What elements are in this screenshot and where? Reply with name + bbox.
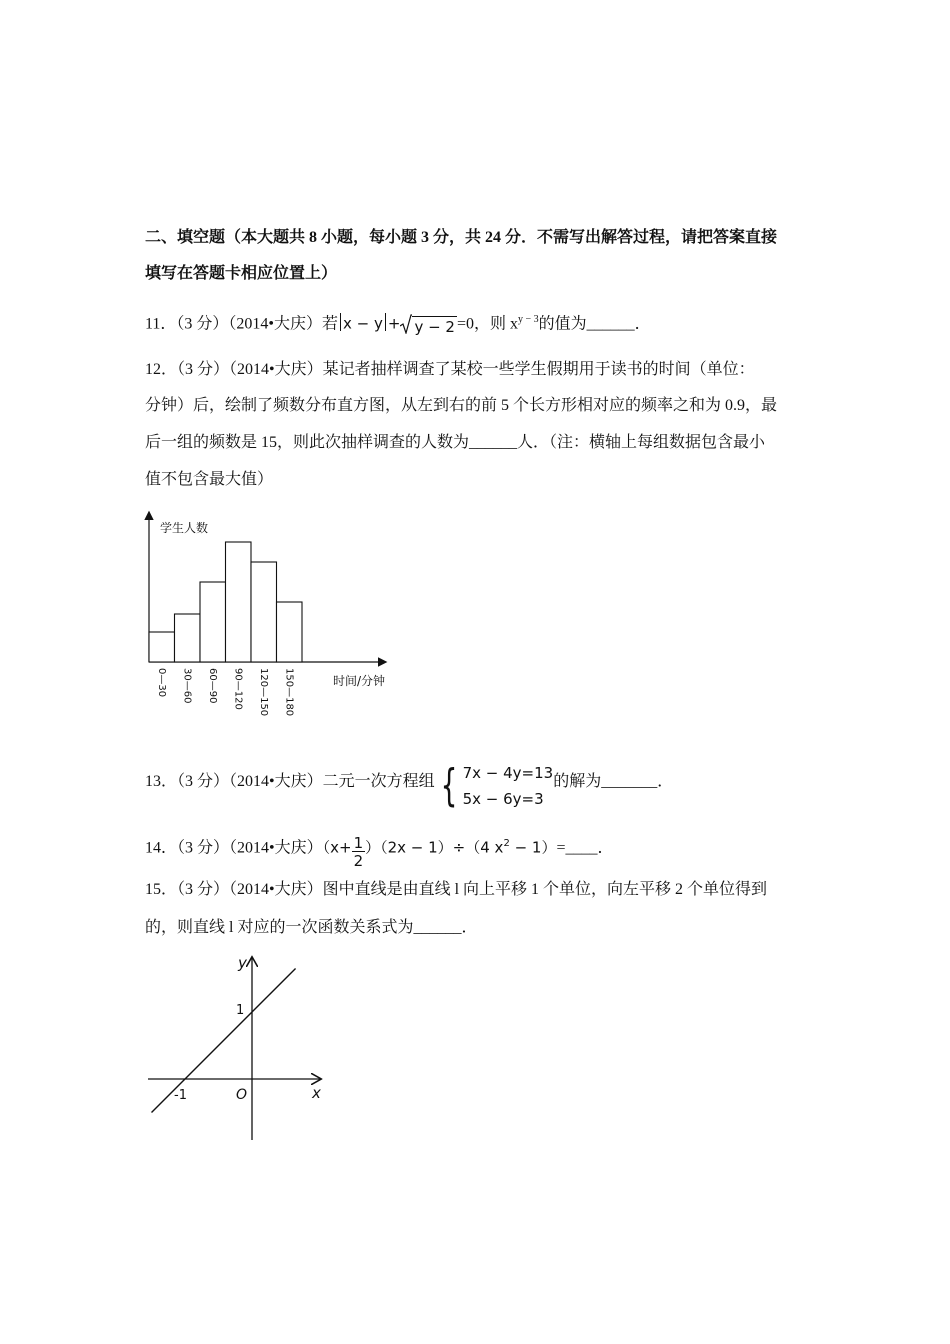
q14-tail: − 1） [509, 838, 557, 857]
abs-left-bar [340, 313, 341, 331]
histogram-bar-0 [149, 632, 175, 662]
abs-right-bar [385, 313, 386, 331]
q11-suffix: 的值为______． [538, 315, 651, 333]
left-brace: { [440, 760, 458, 811]
section-heading-line2: 填写在答题卡相应位置上） [145, 265, 338, 282]
q14-exponent: 2 [503, 838, 510, 849]
q13-eq2: 5x − 6y=3 [462, 790, 544, 808]
q12-line1: 12．（3 分）（2014•大庆）某记者抽样调查了某校一些学生假期用于读书的时间（单位： [145, 361, 755, 378]
q12-line4: 值不包含最大值） [145, 471, 274, 488]
q11-sqrt-content: y − 2 [414, 318, 455, 337]
equation-system [463, 760, 554, 812]
histogram-tick-label-5: 150—180 [283, 668, 295, 717]
q13-prefix: 13．（3 分）（2014•大庆）二元一次方程组 [145, 773, 435, 790]
graph-tick-label-1: 1 [236, 1003, 245, 1018]
sqrt-symbol [400, 314, 457, 338]
question-14 [145, 834, 614, 870]
q14-frac-num: 1 [353, 834, 364, 853]
fraction-one-half [352, 835, 366, 870]
q13-suffix: 的解为_______． [553, 773, 674, 790]
histogram-y-label: 学生人数 [160, 521, 209, 535]
histogram-tick-label-1: 30—60 [181, 668, 193, 704]
graph-y-label: y [238, 954, 247, 972]
q14-frac-den: 2 [353, 852, 364, 871]
question-13 [145, 760, 673, 812]
q14-mid: ）（2x − 1）÷（4 x [365, 838, 504, 857]
q15-line2: 的，则直线 l 对应的一次函数关系式为______． [145, 919, 478, 936]
section-heading-line1: 二、填空题（本大题共 8 小题，每小题 3 分，共 24 分．不需写出解答过程，请把答案直接 [145, 229, 778, 246]
histogram-bar-1 [175, 614, 201, 662]
histogram-tick-label-0: 0—30 [155, 668, 167, 698]
q14-suffix: =____． [556, 839, 614, 857]
q14-open: （x+ [322, 838, 352, 857]
q12-line3: 后一组的频数是 15，则此次抽样调查的人数为______人．（注：横轴上每组数据包含最小 [145, 434, 766, 451]
histogram-bar-3 [226, 542, 252, 662]
q11-plus: + [387, 314, 401, 333]
q11-prefix: 11．（3 分）（2014•大庆）若 [145, 315, 339, 333]
graph-origin-label: O [236, 1087, 248, 1103]
q11-eq: =0，则 x [456, 315, 519, 333]
question-11 [145, 310, 651, 338]
graph-x-label: x [312, 1084, 321, 1102]
histogram-tick-label-3: 90—120 [232, 668, 244, 710]
histogram-bar-4 [251, 562, 277, 662]
histogram-tick-label-2: 60—90 [206, 668, 218, 704]
q12-line2: 分钟）后，绘制了频数分布直方图，从左到右的前 5 个长方形相对应的频率之和为 0.9，最 [145, 397, 778, 414]
q11-exponent: y − 3 [518, 314, 539, 325]
q11-abs-content: x − y [343, 314, 383, 333]
graph-tick-label-neg1: -1 [174, 1088, 187, 1103]
histogram-bar-2 [200, 582, 226, 662]
histogram-bar-5 [277, 602, 303, 662]
line-graph [140, 950, 340, 1145]
histogram-chart [130, 505, 400, 720]
histogram-x-label: 时间/分钟 [333, 674, 386, 688]
histogram-tick-label-4: 120—150 [257, 668, 269, 717]
q14-prefix: 14．（3 分）（2014•大庆） [145, 839, 323, 857]
q15-line1: 15．（3 分）（2014•大庆）图中直线是由直线 l 向上平移 1 个单位，向左平移 2 个单位得到 [145, 881, 768, 898]
q13-eq1: 7x − 4y=13 [462, 764, 554, 782]
